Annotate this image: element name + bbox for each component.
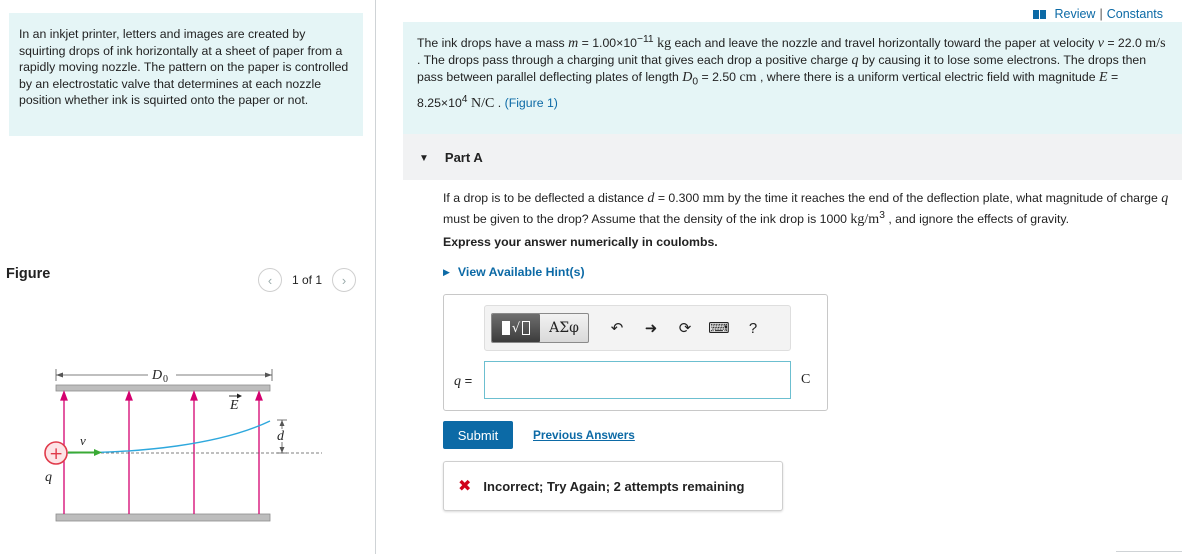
incorrect-x-icon: ✖ [458,478,472,495]
answer-box [443,294,828,411]
templates-button[interactable] [492,314,540,342]
answer-input[interactable] [484,361,791,399]
constants-link[interactable]: Constants [1106,7,1163,21]
fraction-template-icon [502,321,510,335]
e-vector-arrowhead [237,394,242,399]
reset-icon[interactable]: ⟳ [678,320,692,337]
redo-icon[interactable]: ➜ [644,320,658,337]
review-constants-links [1033,7,1163,21]
d0-label: D [152,368,163,383]
previous-answers-link[interactable]: Previous Answers [533,428,635,442]
d-label: d [277,429,284,444]
figure-page-indicator: 1 of 1 [292,273,323,287]
answer-unit: C [801,372,811,387]
figure-1-link[interactable]: (Figure 1) [504,95,558,110]
field-arrow-3 [191,392,197,400]
review-link[interactable]: Review [1054,7,1096,21]
figure-label: Figure [6,266,51,282]
template-group [491,313,589,343]
caret-down-icon: ▼ [419,152,429,164]
d-arrow-top [280,420,285,426]
question-text: If a drop is to be deflected a distance d = 0.300 mm by the time it reaches the end of the deflection plate, what magnitude of charge q must be given to the drop? Assume that the density of the ink drop is 1000 $kg/m^3$ , and ignore the effects of gravity. [443,191,1169,228]
keyboard-icon[interactable]: ⌨ [708,320,730,337]
drop-trajectory [64,421,270,453]
caret-right-icon: ▶ [443,266,450,277]
chevron-right-icon: › [341,272,347,288]
column-divider [375,0,376,554]
answer-variable-label: q = [454,373,473,389]
velocity-label: v [80,433,86,448]
undo-icon[interactable]: ↶ [610,320,624,337]
view-hints-toggle[interactable] [443,265,585,279]
field-arrow-4 [256,392,262,400]
d-arrow-bottom [280,447,285,453]
book-icon [1033,10,1046,19]
deflection-figure [0,345,375,530]
feedback-box [443,461,783,511]
part-a-title: Part A [444,149,483,165]
separator: | [1099,7,1103,21]
prev-figure-button[interactable] [258,268,282,292]
submit-button[interactable]: Submit [443,421,513,449]
symbols-button[interactable]: ΑΣφ [549,320,579,336]
sqrt-template-icon: √ [511,320,521,336]
field-arrow-2 [126,392,132,400]
velocity-arrowhead [94,449,102,456]
charge-label: q [45,470,52,485]
field-arrow-1 [61,392,67,400]
figure-pager [258,268,356,292]
d0-label-sub: 0 [163,374,168,385]
d0-arrow-left [56,373,63,378]
bottom-plate [56,514,270,521]
answer-instruction: Express your answer numerically in coulombs. [443,235,718,249]
box-template-icon [522,321,530,335]
bottom-divider [1116,551,1182,552]
help-button[interactable]: ? [748,319,758,337]
intro-text: In an inkjet printer, letters and images are created by squirting drops of ink horizontally at a sheet of paper from a rapidly moving nozzle. The pattern on the paper is controlled by an electrostatic valve that determines at each nozzle position whether ink is squirted onto the paper or not. [9,13,363,136]
math-toolbar [484,305,791,351]
part-a-header[interactable] [403,134,1182,180]
e-field-label: E [230,398,239,413]
next-figure-button[interactable] [332,268,356,292]
chevron-left-icon: ‹ [267,272,273,288]
hints-label: View Available Hint(s) [457,265,585,279]
plus-sign-icon: + [49,444,64,464]
feedback-message: Incorrect; Try Again; 2 attempts remaining [483,478,745,494]
d0-arrow-right [265,373,272,378]
top-plate [56,385,270,391]
problem-statement: The ink drops have a mass $m = 1.00\times 10^{-11}$ kg each and leave the nozzle and travel horizontally toward the paper at velocity v = 22.0 m/s . The drops pass through a charging unit that gives each drop a positive charge q by causing it to lose some electrons. The drops then pass between parallel deflecting plates of length $D_0 = 2.50$ cm , where there is a uniform vertical electric field with magnitude $E = 8.25\times 10^4$ N/C . (Figure 1) [403,22,1182,144]
